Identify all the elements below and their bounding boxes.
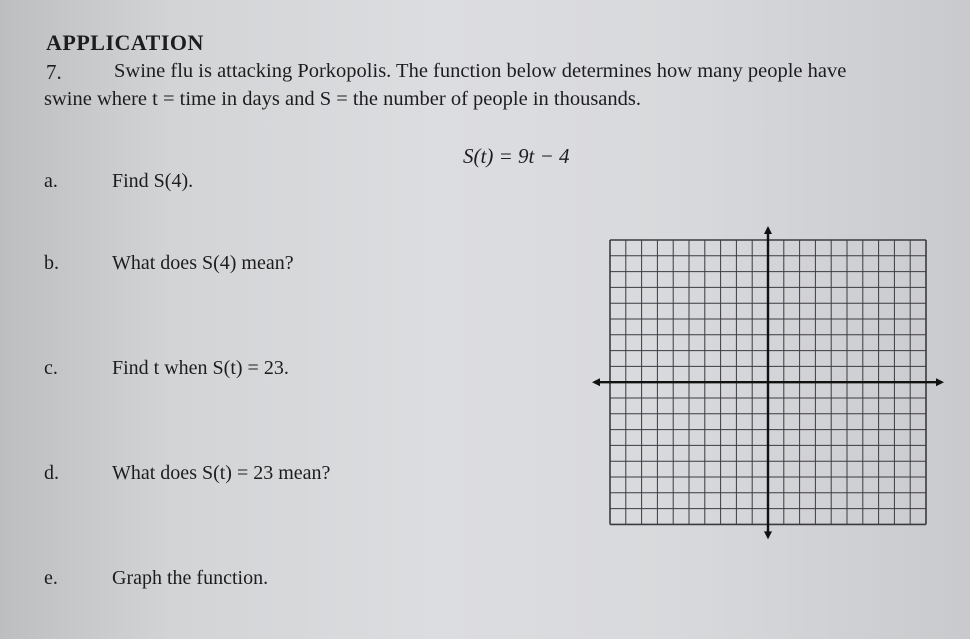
y-axis-down-arrow — [764, 531, 772, 539]
part-a-letter: a. — [44, 170, 58, 192]
part-b-letter: b. — [44, 252, 59, 274]
question-text-line-2: swine where t = time in days and S = the number of people in thousands. — [44, 88, 642, 110]
question-text-line-1: Swine flu is attacking Porkopolis. The function below determines how many people have — [114, 60, 847, 82]
part-a-text: Find S(4). — [112, 170, 194, 192]
section-heading: APPLICATION — [46, 30, 204, 55]
part-d-text: What does S(t) = 23 mean? — [112, 462, 331, 484]
coordinate-grid — [592, 226, 944, 542]
question-number: 7. — [46, 60, 62, 84]
part-e-text: Graph the function. — [112, 567, 269, 589]
part-e-letter: e. — [44, 567, 58, 589]
coordinate-grid-svg — [592, 226, 944, 542]
function-formula: S(t) = 9t − 4 — [463, 144, 570, 168]
part-b-text: What does S(4) mean? — [112, 252, 294, 274]
part-c-letter: c. — [44, 357, 58, 379]
part-c-text: Find t when S(t) = 23. — [112, 357, 289, 379]
y-axis-up-arrow — [764, 226, 772, 234]
x-axis-right-arrow — [936, 378, 944, 386]
part-d-letter: d. — [44, 462, 59, 484]
x-axis-left-arrow — [592, 378, 600, 386]
